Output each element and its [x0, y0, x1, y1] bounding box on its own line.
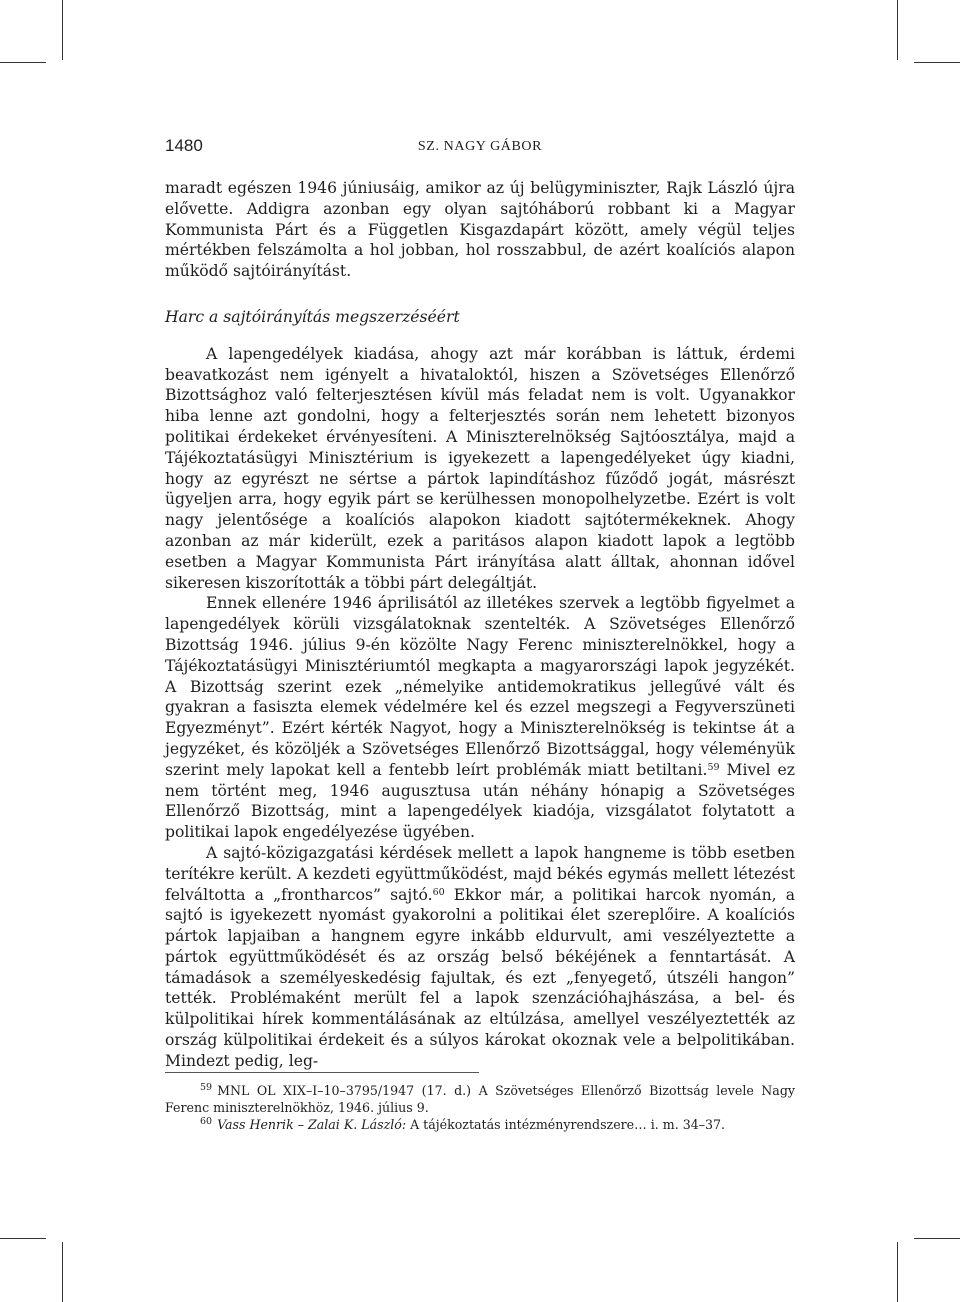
- crop-mark-left-upper: [0, 62, 46, 63]
- crop-mark-top-left: [62, 0, 63, 60]
- crop-mark-right-upper: [914, 62, 960, 63]
- footnote-59: [165, 1083, 795, 1117]
- intro-paragraph: maradt egészen 1946 júniusáig, amikor az új belügyminiszter, Rajk László újra elővette. Addigra azonban egy olyan sajtóháború robbant ki a Magyar Kommunista Párt és a Független Kisgazdapárt között, amely végül teljes mértékben felszámolta a hol jobban, hol rosszabbul, de azért koalíciós alapon működő sajtóirányítást.: [165, 179, 795, 281]
- footnote-ref-60[interactable]: 60: [432, 886, 445, 898]
- footnote-number: 60: [200, 1115, 213, 1127]
- crop-mark-bottom-right: [897, 1242, 898, 1302]
- page-number: 1480: [165, 136, 203, 155]
- footnote-number: 59: [200, 1082, 213, 1093]
- page-header: [165, 136, 795, 162]
- paragraph-3-part-a: A sajtó-közigazgatási kérdések mellett a lapok hangneme is több esetben terítékre került. A kezdeti együttműködést, majd békés egymás mellett létezést felváltotta a „frontharcos” sajtó.: [165, 843, 795, 904]
- section-title: Harc a sajtóirányítás megszerzéséért: [165, 307, 460, 326]
- crop-mark-right-lower: [914, 1238, 960, 1239]
- paragraph-3: [165, 843, 795, 1072]
- running-head: SZ. NAGY GÁBOR: [417, 139, 543, 154]
- footnotes: [165, 1083, 795, 1133]
- footnote-text: MNL OL XIX–I–10–3795/1947 (17. d.) A Szövetséges Ellenőrző Bizottság levele Nagy Ferenc miniszterelnökhöz, 1946. július 9.: [165, 1083, 795, 1115]
- footnote-text: A tájékoztatás intézményrendszere… i. m. 34–37.: [406, 1116, 726, 1132]
- crop-mark-left-lower: [0, 1238, 46, 1239]
- crop-mark-top-right: [897, 0, 898, 60]
- main-text: [165, 178, 795, 1072]
- paragraph-3-part-b: Ekkor már, a politikai harcok nyomán, a sajtó is igyekezett nyomást gyakorolni a politikai élet szereplőire. A koalíciós pártok lapjaiban a hangnem egyre inkább eldurvult, ami veszélyeztette a pártok együttműködését és az ország belső békéjének a fenntartását. A támadások a személyeskedésig fajultak, és ezt „fenyegető, útszéli hangon” tették. Problémaként merült fel a lapok szenzációhajhászása, a bel- és külpolitikai hírek kommentálásának az eltúlzása, amellyel veszélyeztették az ország külpolitikai érdekeit és a súlyos károkat okoznak vele a belpolitikában. Mindezt pedig, leg-: [165, 885, 795, 1070]
- paragraph-2: [165, 593, 795, 843]
- crop-mark-bottom-left: [62, 1242, 63, 1302]
- paragraph-2-part-b: Mivel ez nem történt meg, 1946 augusztusa után néhány hónapig a Szövetséges Ellenőrző Bizottság, mint a lapengedélyek kiadója, vizsgálatot folytatott a politikai lapok engedélyezése ügyében.: [165, 760, 796, 842]
- paragraph-2-part-a: Ennek ellenére 1946 áprilisától az illetékes szervek a legtöbb figyelmet a lapengedélyek körüli vizsgálatoknak szentelték. A Szövetséges Ellenőrző Bizottság 1946. július 9-én közölte Nagy Ferenc miniszterelnökkel, hogy a Tájékoztatásügyi Minisztériumtól megkapta a magyarországi lapok jegyzékét. A Bizottság szerint ezek „némelyike antidemokratikus jellegűvé vált és gyakran a fasiszta elemek védelmére kel és ezzel megszegi a Fegyverszüneti Egyezményt”. Ezért kérték Nagyot, hogy a Miniszterelnökség is tekintse át a jegyzéket, és közöljék a Szövetséges Ellenőrző Bizottsággal, hogy véleményük szerint mely lapokat kell a fentebb leírt problémák miatt betiltani.: [165, 594, 795, 779]
- footnote-60: [165, 1117, 795, 1134]
- footnote-ref-59[interactable]: 59: [707, 761, 720, 773]
- footnote-divider: [165, 1072, 479, 1073]
- paragraph-1: A lapengedélyek kiadása, ahogy azt már korábban is láttuk, érdemi beavatkozást nem igényelt a hivataloktól, hiszen a Szövetséges Ellenőrző Bizottsághoz való felterjesztésen kívül más feladat nem is volt. Ugyanakkor hiba lenne azt gondolni, hogy a felterjesztés során nem lehetett bizonyos politikai érdekeket érvényesíteni. A Miniszterelnökség Sajtóosztálya, majd a Tájékoztatásügyi Minisztérium is igyekezett a lapengedélyeket úgy kiadni, hogy az egyrészt ne sértse a pártok lapindításhoz fűződő jogát, másrészt ügyeljen arra, hogy egyik párt se kerülhessen monopolhelyzetbe. Ezért is volt nagy jelentősége a koalíciós alapokon kiadott sajtótermékeknek. Ahogy azonban az már kiderült, ezek a paritásos alapon kiadott lapok a legtöbb esetben a Magyar Kommunista Párt irányítása alatt álltak, ahonnan idővel sikeresen kiszorították a többi párt delegáltját.: [165, 344, 795, 592]
- footnote-author: Vass Henrik – Zalai K. László:: [217, 1116, 407, 1132]
